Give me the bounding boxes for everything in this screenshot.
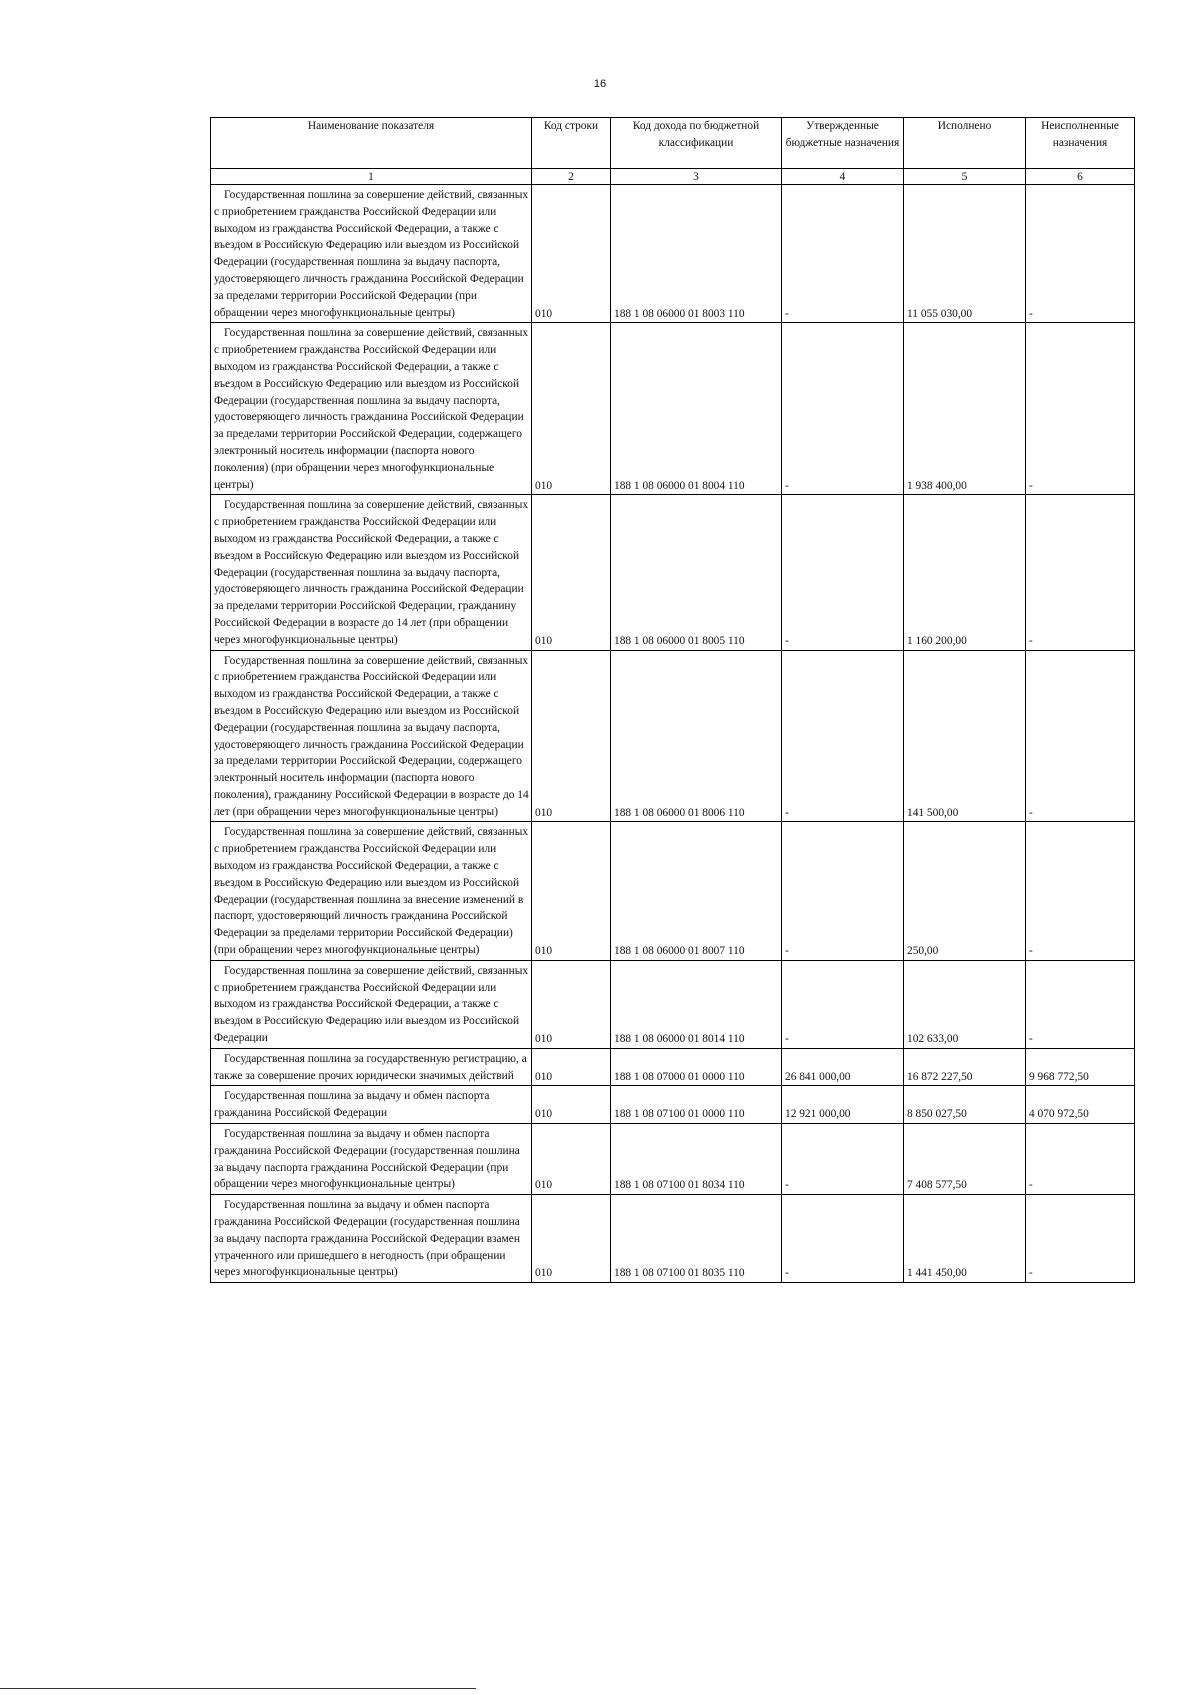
unexecuted-cell: - <box>1026 323 1135 495</box>
table-row <box>211 495 1135 650</box>
unexecuted-cell: 4 070 972,50 <box>1026 1086 1135 1124</box>
column-number: 2 <box>532 169 611 185</box>
indicator-name-cell <box>211 960 532 1048</box>
budget-execution-table <box>210 117 1135 1283</box>
executed-cell: 141 500,00 <box>904 650 1026 822</box>
header-approved: Утвержденные бюджетные назначения <box>782 118 904 169</box>
line-code-cell: 010 <box>532 1048 611 1086</box>
column-number: 5 <box>904 169 1026 185</box>
table-row <box>211 185 1135 323</box>
income-code-cell: 188 1 08 07100 01 8035 110 <box>611 1195 782 1283</box>
executed-cell: 1 160 200,00 <box>904 495 1026 650</box>
executed-cell: 16 872 227,50 <box>904 1048 1026 1086</box>
indicator-name: Государственная пошлина за совершение действий, связанных с приобретением гражданства Российской Федерации или выходом из гражданства Российской Федерации, а также с въездом в Российскую Федерацию или выездом из Российской Федерации <box>214 964 529 1045</box>
indicator-name: Государственная пошлина за государственную регистрацию, а также за совершение прочих юридически значимых действий <box>214 1052 527 1082</box>
approved-cell: 26 841 000,00 <box>782 1048 904 1086</box>
approved-cell: - <box>782 822 904 960</box>
indicator-name-cell <box>211 495 532 650</box>
column-number: 3 <box>611 169 782 185</box>
approved-cell: - <box>782 495 904 650</box>
approved-cell: 12 921 000,00 <box>782 1086 904 1124</box>
executed-cell: 8 850 027,50 <box>904 1086 1026 1124</box>
approved-cell: - <box>782 323 904 495</box>
unexecuted-cell: - <box>1026 495 1135 650</box>
line-code-cell: 010 <box>532 1124 611 1195</box>
executed-cell: 250,00 <box>904 822 1026 960</box>
line-code-cell: 010 <box>532 960 611 1048</box>
executed-cell: 1 938 400,00 <box>904 323 1026 495</box>
unexecuted-cell: 9 968 772,50 <box>1026 1048 1135 1086</box>
line-code-cell: 010 <box>532 1195 611 1283</box>
line-code-cell: 010 <box>532 1086 611 1124</box>
indicator-name: Государственная пошлина за совершение действий, связанных с приобретением гражданства Российской Федерации или выходом из гражданства Российской Федерации, а также с въездом в Российскую Федерацию или выездом из Российской Федерации (государственная пошлина за выдачу паспорта, удостоверяющего личность гражданина Российской Федерации за пределами территории Российской Федерации, гражданину Российской Федерации в возрасте до 14 лет (при обращении через многофункциональные центры) <box>214 499 529 646</box>
column-number: 1 <box>211 169 532 185</box>
line-code-cell: 010 <box>532 495 611 650</box>
column-number: 4 <box>782 169 904 185</box>
approved-cell: - <box>782 1195 904 1283</box>
income-code-cell: 188 1 08 07100 01 8034 110 <box>611 1124 782 1195</box>
table-row <box>211 323 1135 495</box>
unexecuted-cell: - <box>1026 650 1135 822</box>
line-code-cell: 010 <box>532 822 611 960</box>
indicator-name-cell <box>211 1124 532 1195</box>
approved-cell: - <box>782 1124 904 1195</box>
header-line-code: Код строки <box>532 118 611 169</box>
footer-divider <box>0 1688 476 1689</box>
indicator-name-cell <box>211 185 532 323</box>
approved-cell: - <box>782 650 904 822</box>
income-code-cell: 188 1 08 07000 01 0000 110 <box>611 1048 782 1086</box>
table-row <box>211 650 1135 822</box>
header-indicator-name: Наименование показателя <box>211 118 532 169</box>
header-income-code: Код дохода по бюджетной классификации <box>611 118 782 169</box>
unexecuted-cell: - <box>1026 1124 1135 1195</box>
income-code-cell: 188 1 08 07100 01 0000 110 <box>611 1086 782 1124</box>
indicator-name: Государственная пошлина за выдачу и обмен паспорта гражданина Российской Федерации (государственная пошлина за выдачу паспорта гражданина Российской Федерации взамен утраченного или пришедшего в негодность (при обращении через многофункциональные центры) <box>214 1199 520 1279</box>
column-number: 6 <box>1026 169 1135 185</box>
page-number: 16 <box>593 78 607 90</box>
line-code-cell: 010 <box>532 650 611 822</box>
executed-cell: 7 408 577,50 <box>904 1124 1026 1195</box>
indicator-name: Государственная пошлина за выдачу и обмен паспорта гражданина Российской Федерации <box>214 1090 490 1120</box>
indicator-name: Государственная пошлина за совершение действий, связанных с приобретением гражданства Российской Федерации или выходом из гражданства Российской Федерации, а также с въездом в Российскую Федерацию или выездом из Российской Федерации (государственная пошлина за выдачу паспорта, удостоверяющего личность гражданина Российской Федерации за пределами территории Российской Федерации, содержащего электронный носитель информации (паспорта нового поколения) (при обращении через многофункциональные центры) <box>214 327 529 491</box>
income-code-cell: 188 1 08 06000 01 8014 110 <box>611 960 782 1048</box>
income-code-cell: 188 1 08 06000 01 8004 110 <box>611 323 782 495</box>
income-code-cell: 188 1 08 06000 01 8005 110 <box>611 495 782 650</box>
indicator-name: Государственная пошлина за выдачу и обмен паспорта гражданина Российской Федерации (государственная пошлина за выдачу паспорта гражданина Российской Федерации (при обращении через многофункциональные центры) <box>214 1128 520 1191</box>
table-row <box>211 1086 1135 1124</box>
table-row <box>211 1048 1135 1086</box>
income-code-cell: 188 1 08 06000 01 8006 110 <box>611 650 782 822</box>
unexecuted-cell: - <box>1026 960 1135 1048</box>
executed-cell: 102 633,00 <box>904 960 1026 1048</box>
table-row <box>211 1195 1135 1283</box>
executed-cell: 1 441 450,00 <box>904 1195 1026 1283</box>
line-code-cell: 010 <box>532 185 611 323</box>
income-code-cell: 188 1 08 06000 01 8007 110 <box>611 822 782 960</box>
table-row <box>211 960 1135 1048</box>
indicator-name-cell <box>211 1048 532 1086</box>
unexecuted-cell: - <box>1026 185 1135 323</box>
indicator-name-cell <box>211 1086 532 1124</box>
table-row <box>211 1124 1135 1195</box>
header-row <box>211 118 1135 169</box>
unexecuted-cell: - <box>1026 822 1135 960</box>
indicator-name: Государственная пошлина за совершение действий, связанных с приобретением гражданства Российской Федерации или выходом из гражданства Российской Федерации, а также с въездом в Российскую Федерацию или выездом из Российской Федерации (государственная пошлина за выдачу паспорта, удостоверяющего личность гражданина Российской Федерации за пределами территории Российской Федерации, содержащего электронный носитель информации (паспорта нового поколения), гражданину Российской Федерации в возрасте до 14 лет (при обращении через многофункциональные центры) <box>214 654 529 818</box>
indicator-name-cell <box>211 822 532 960</box>
column-number-row <box>211 169 1135 185</box>
indicator-name-cell <box>211 323 532 495</box>
income-code-cell: 188 1 08 06000 01 8003 110 <box>611 185 782 323</box>
table-row <box>211 822 1135 960</box>
unexecuted-cell: - <box>1026 1195 1135 1283</box>
header-executed: Исполнено <box>904 118 1026 169</box>
approved-cell: - <box>782 960 904 1048</box>
indicator-name: Государственная пошлина за совершение действий, связанных с приобретением гражданства Российской Федерации или выходом из гражданства Российской Федерации, а также с въездом в Российскую Федерацию или выездом из Российской Федерации (государственная пошлина за выдачу паспорта, удостоверяющего личность гражданина Российской Федерации за пределами территории Российской Федерации (при обращении через многофункциональные центры) <box>214 189 529 319</box>
indicator-name: Государственная пошлина за совершение действий, связанных с приобретением гражданства Российской Федерации или выходом из гражданства Российской Федерации, а также с въездом в Российскую Федерацию или выездом из Российской Федерации (государственная пошлина за внесение изменений в паспорт, удостоверяющий личность гражданина Российской Федерации за пределами территории Российской Федерации) (при обращении через многофункциональные центры) <box>214 826 529 957</box>
line-code-cell: 010 <box>532 323 611 495</box>
header-unexecuted: Неисполненные назначения <box>1026 118 1135 169</box>
executed-cell: 11 055 030,00 <box>904 185 1026 323</box>
indicator-name-cell <box>211 1195 532 1283</box>
indicator-name-cell <box>211 650 532 822</box>
approved-cell: - <box>782 185 904 323</box>
